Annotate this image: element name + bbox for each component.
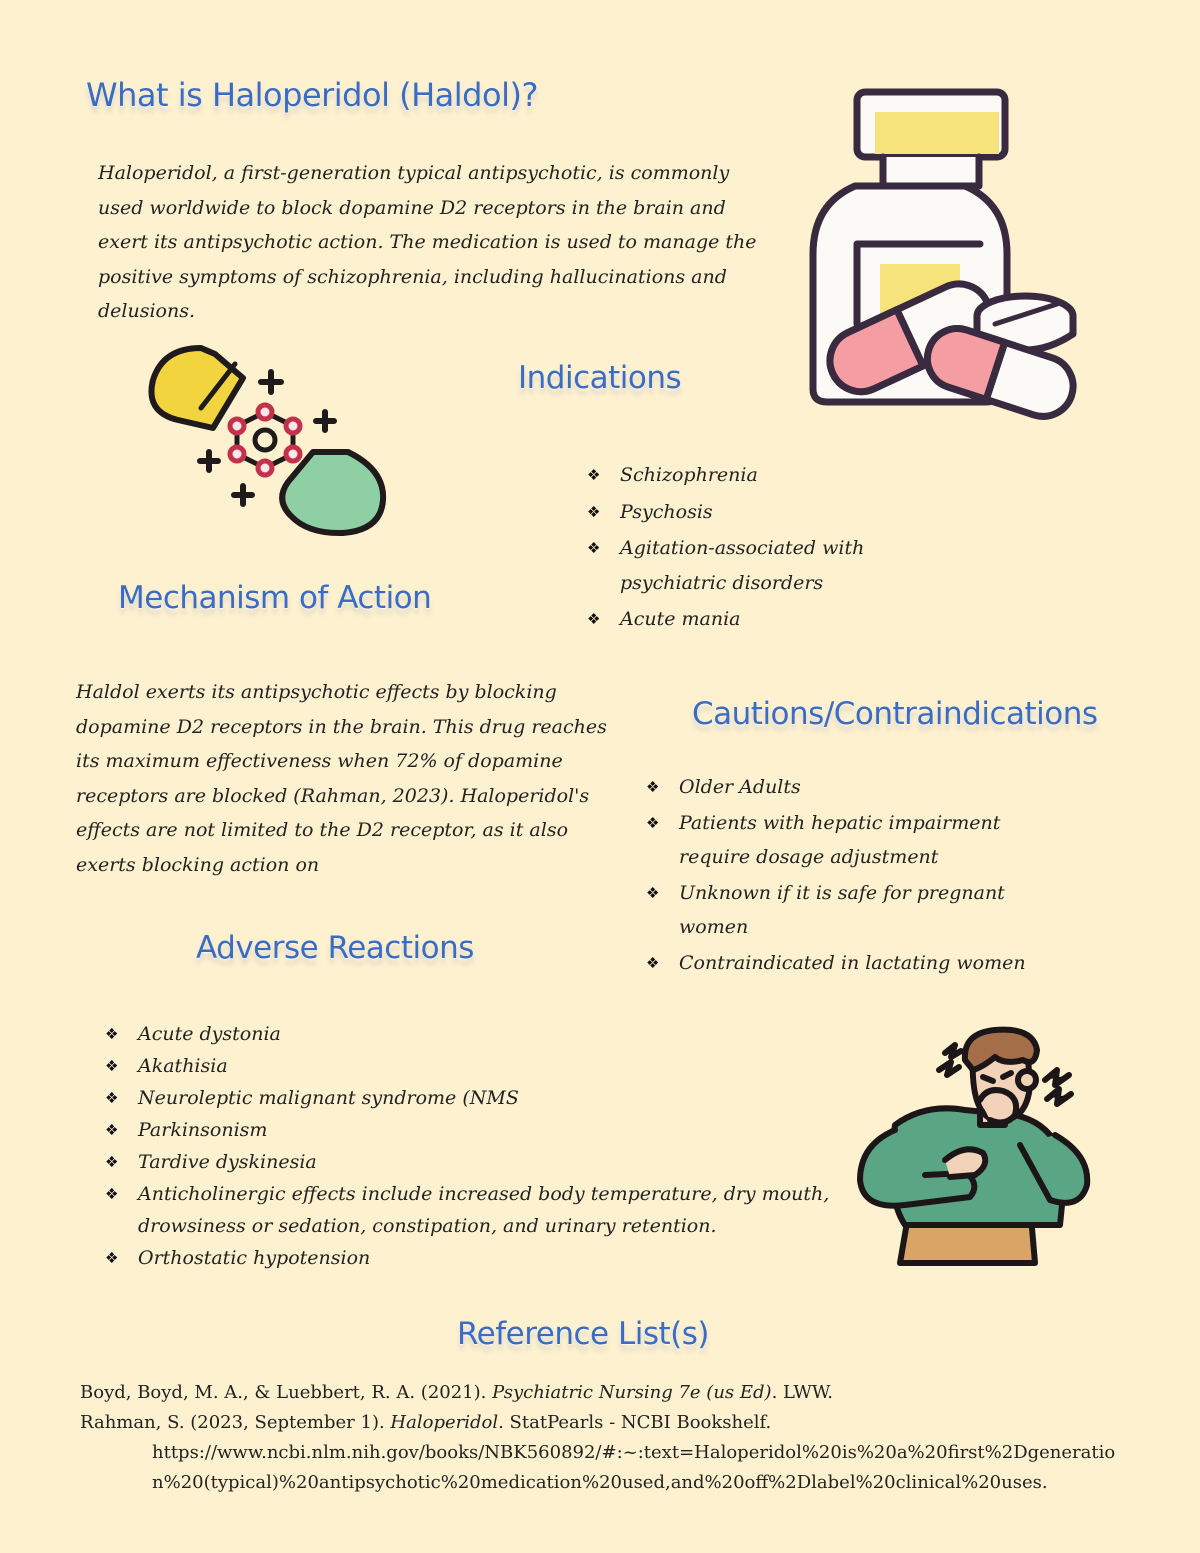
list-item: ❖ Acute mania: [620, 602, 920, 637]
bullet-icon: ❖: [646, 778, 660, 796]
bullet-icon: ❖: [105, 1153, 119, 1171]
reference-entry: Boyd, Boyd, M. A., & Luebbert, R. A. (2021). Psychiatric Nursing 7e (us Ed). LWW.: [80, 1382, 833, 1403]
list-item: ❖ Parkinsonism: [138, 1114, 858, 1146]
list-item: ❖ Older Adults: [679, 770, 1049, 805]
list-item: ❖ Schizophrenia: [620, 458, 920, 493]
bullet-icon: ❖: [105, 1121, 119, 1139]
indications-list: [587, 458, 920, 639]
bullet-icon: ❖: [646, 953, 660, 972]
bullet-icon: ❖: [587, 466, 601, 484]
mechanism-paragraph: Haldol exerts its antipsychotic effects by blocking dopamine D2 receptors in the brain. This drug reaches its maximum effectiveness when 72% of dopamine receptors are blocked (Rahman, 2023). Haloperidol's effects are not limited to the D2 receptor, as it also exerts blocking action on: [76, 681, 607, 876]
capsule-molecule-icon: [143, 340, 388, 540]
reference-url-link[interactable]: https://www.ncbi.nlm.nih.gov/books/NBK560892/#:~:text=Haloperidol%20is%20a%20first%2Dgeneration%20(typical)%20antipsychotic%20medication%20used,and%20off%2Dlabel%20clinical%20uses.: [152, 1442, 1116, 1493]
references-heading: Reference List(s): [457, 1316, 709, 1352]
adverse-heading: Adverse Reactions: [196, 930, 474, 966]
bullet-icon: ❖: [105, 1057, 119, 1075]
list-item: ❖ Akathisia: [138, 1050, 858, 1082]
bullet-icon: ❖: [105, 1249, 119, 1267]
bullet-icon: ❖: [646, 883, 660, 902]
bullet-icon: ❖: [105, 1185, 119, 1203]
reference-entry: Rahman, S. (2023, September 1). Haloperidol. StatPearls - NCBI Bookshelf.: [80, 1412, 772, 1433]
list-item: ❖ Psychosis: [620, 495, 920, 530]
bullet-icon: ❖: [587, 502, 601, 521]
cautions-heading: Cautions/Contraindications: [692, 696, 1098, 732]
sick-man-icon: [855, 1025, 1095, 1265]
bullet-icon: ❖: [587, 539, 601, 557]
list-item: ❖ Tardive dyskinesia: [138, 1146, 858, 1178]
list-item: ❖ Acute dystonia: [138, 1018, 858, 1050]
adverse-list: [105, 1018, 858, 1274]
bullet-icon: ❖: [105, 1089, 119, 1107]
reference-list: [80, 1378, 1140, 1498]
list-item: ❖ Neuroleptic malignant syndrome (NMS: [138, 1082, 858, 1114]
bullet-icon: ❖: [105, 1025, 119, 1043]
intro-paragraph: Haloperidol, a first-generation typical antipsychotic, is commonly used worldwide to block dopamine D2 receptors in the brain and exert its antipsychotic action. The medication is used to manage the positive symptoms of schizophrenia, including hallucinations and delusions.: [98, 162, 757, 322]
list-item: ❖ Contraindicated in lactating women: [679, 946, 1049, 981]
list-item: ❖ Patients with hepatic impairment require dosage adjustment: [679, 806, 1049, 875]
list-item: ❖ Orthostatic hypotension: [138, 1242, 858, 1274]
page-title: What is Haloperidol (Haldol)?: [86, 76, 538, 114]
mechanism-heading: Mechanism of Action: [118, 580, 432, 616]
bullet-icon: ❖: [587, 610, 601, 628]
medicine-bottle-and-pills-icon: [795, 84, 1130, 414]
cautions-list: [646, 770, 1049, 981]
bullet-icon: ❖: [646, 813, 660, 832]
list-item: ❖ Unknown if it is safe for pregnant women: [679, 876, 1049, 945]
indications-heading: Indications: [518, 360, 682, 396]
list-item: ❖ Agitation-associated with psychiatric disorders: [620, 531, 920, 600]
list-item: ❖ Anticholinergic effects include increased body temperature, dry mouth, drowsiness or sedation, constipation, and urinary retention.: [138, 1178, 858, 1242]
